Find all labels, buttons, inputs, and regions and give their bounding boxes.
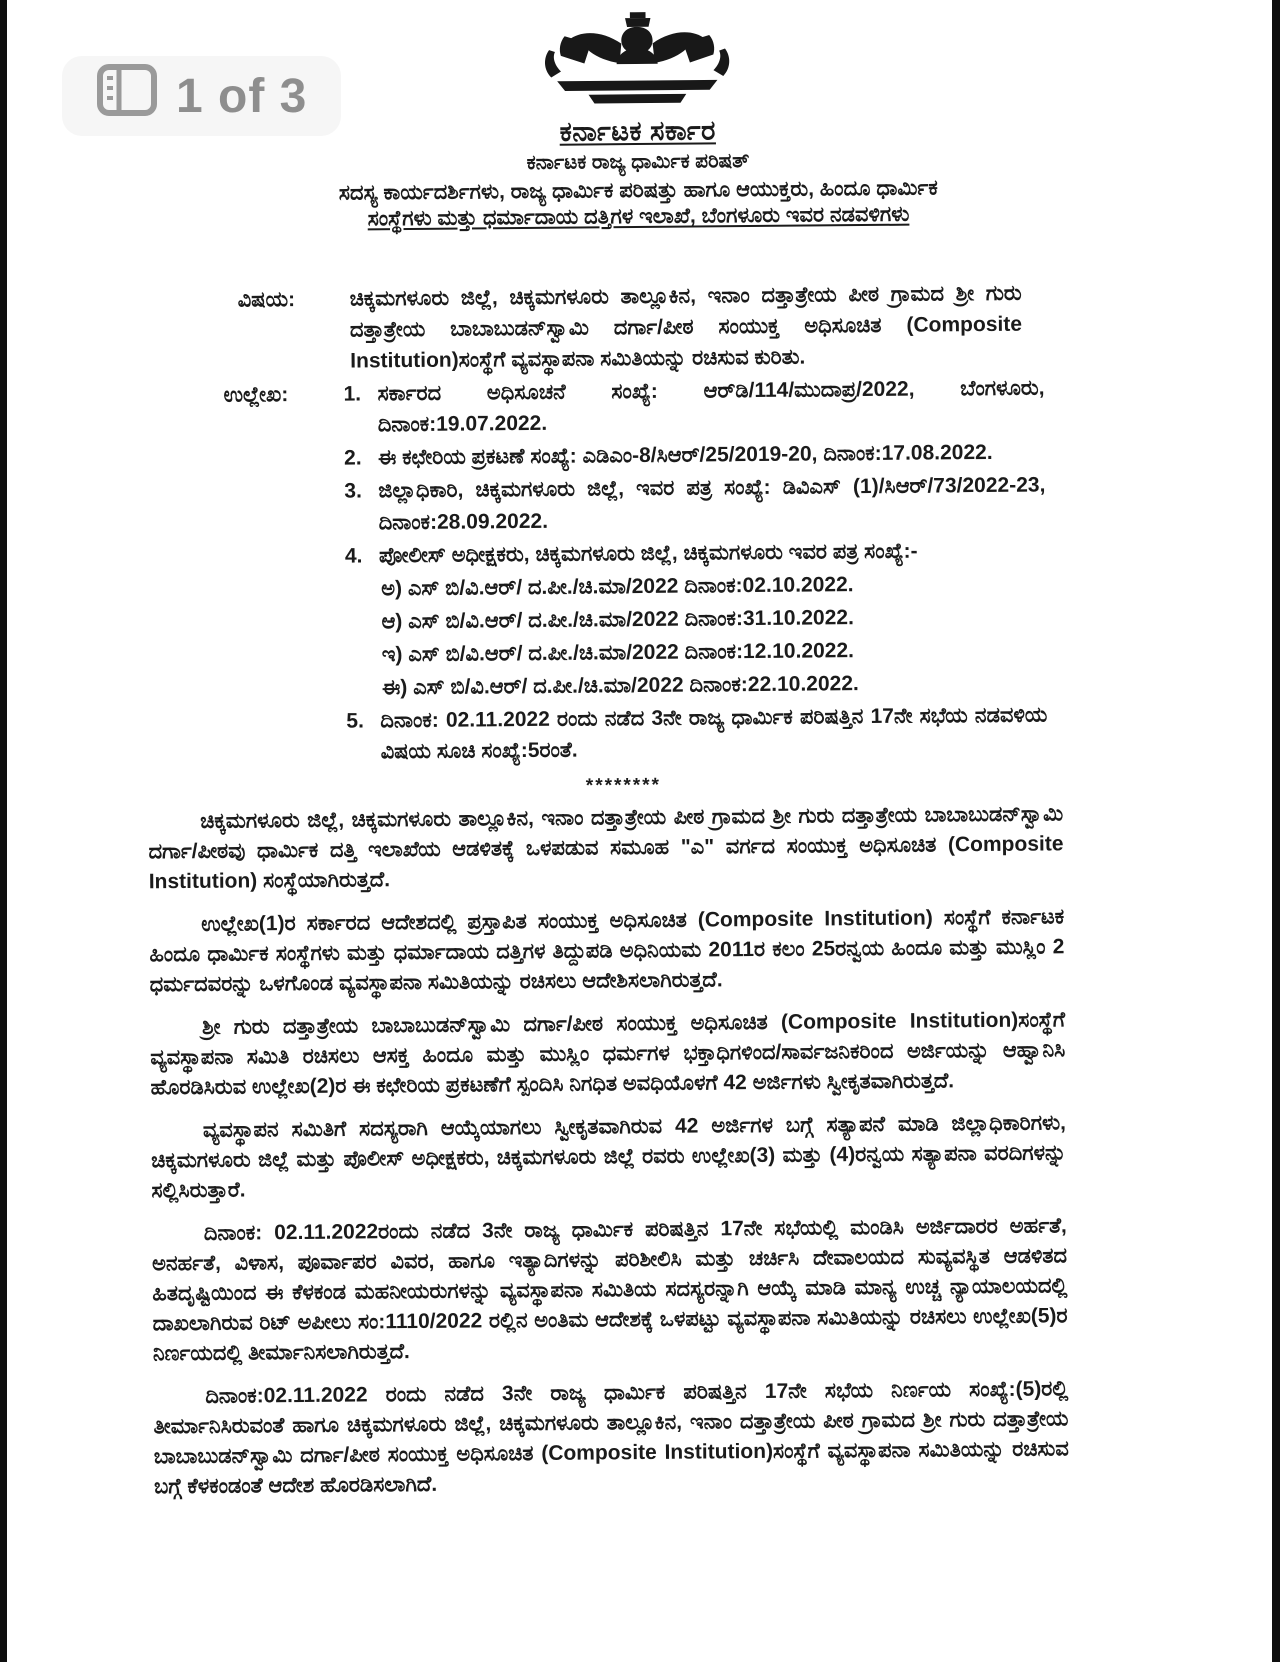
issuing-authority-line1: ಸದಸ್ಯ ಕಾರ್ಯದರ್ಶಿಗಳು, ರಾಜ್ಯ ಧಾರ್ಮಿಕ ಪರಿಷತ್ತು ಹಾಗೂ ಆಯುಕ್ತರು, ಹಿಂದೂ ಧಾರ್ಮಿಕ [338, 176, 938, 205]
body-paragraph: ಉಲ್ಲೇಖ(1)ರ ಸರ್ಕಾರದ ಆದೇಶದಲ್ಲಿ ಪ್ರಸ್ತಾಪಿತ ಸಂಯುಕ್ತ ಅಧಿಸೂಚಿತ (Composite Institution) ಸಂಸ್ಥೆಗೆ ಕರ್ನಾಟಕ ಹಿಂದೂ ಧಾರ್ಮಿಕ ಸಂಸ್ಥೆಗಳು ಮತ್ತು ಧರ್ಮಾದಾಯ ದತ್ತಿಗಳ ತಿದ್ದುಪಡಿ ಅಧಿನಿಯಮ 2011ರ ಕಲಂ 25ರನ್ವಯ ಹಿಂದೂ ಮತ್ತು ಮುಸ್ಲಿಂ 2 ಧರ್ಮದವರನ್ನು ಒಳಗೊಂಡ ವ್ಯವಸ್ಥಾಪನಾ ಸಮಿತಿಯನ್ನು ರಚಿಸಲು ಆದೇಶಿಸಲಾಗಿರುತ್ತದೆ. [149, 905, 1065, 997]
body-paragraph: ದಿನಾಂಕ:02.11.2022 ರಂದು ನಡೆದ 3ನೇ ರಾಜ್ಯ ಧಾರ್ಮಿಕ ಪರಿಷತ್ತಿನ 17ನೇ ಸಭೆಯ ನಿರ್ಣಯ ಸಂಖ್ಯೆ:(5)ರಲ್ಲಿ ತೀರ್ಮಾನಿಸಿರುವಂತೆ ಹಾಗೂ ಚಿಕ್ಕಮಗಳೂರು ಜಿಲ್ಲೆ, ಚಿಕ್ಕಮಗಳೂರು ತಾಲ್ಲೂಕಿನ, ಇನಾಂ ದತ್ತಾತ್ರೇಯ ಪೀಠ ಗ್ರಾಮದ ಶ್ರೀ ಗುರು ದತ್ತಾತ್ರೇಯ ಬಾಬಾಬುಡನ್‌ಸ್ವಾಮಿ ದರ್ಗಾ/ಪೀಠ ಸಂಯುಕ್ತ ಅಧಿಸೂಚಿತ (Composite Institution)ಸಂಸ್ಥೆಗೆ ವ್ಯವಸ್ಥಾಪನಾ ಸಮಿತಿಯನ್ನು ರಚಿಸುವ ಬಗ್ಗೆ ಕೆಳಕಂಡಂತೆ ಆದೇಶ ಹೊರಡಿಸಲಾಗಿದೆ. [153, 1377, 1069, 1499]
reference-item [344, 470, 1046, 538]
reference-sub-item: ಈ) ಎಸ್ ಬಿ/ವಿ.ಆರ್/ ದ.ಪೀ./ಚಿ.ಮಾ/2022 ದಿನಾಂಕ:22.10.2022. [381, 672, 859, 700]
subject-label: ವಿಷಯ: [237, 288, 296, 312]
thumbnails-panel-icon [96, 63, 158, 129]
page-indicator-pill[interactable] [62, 56, 341, 136]
issuing-authority-line2: ಸಂಸ್ಥೆಗಳು ಮತ್ತು ಧರ್ಮಾದಾಯ ದತ್ತಿಗಳ ಇಲಾಖೆ, ಬೆಂಗಳೂರು ಇವರ ನಡವಳಿಗಳು [367, 202, 910, 231]
reference-item [343, 373, 1045, 441]
body-paragraph: ಶ್ರೀ ಗುರು ದತ್ತಾತ್ರೇಯ ಬಾಬಾಬುಡನ್‌ಸ್ವಾಮಿ ದರ್ಗಾ/ಪೀಠ ಸಂಯುಕ್ತ ಅಧಿಸೂಚಿತ (Composite Institution)ಸಂಸ್ಥೆಗೆ ವ್ಯವಸ್ಥಾಪನಾ ಸಮಿತಿ ರಚಿಸಲು ಆಸಕ್ತ ಹಿಂದೂ ಮತ್ತು ಮುಸ್ಲಿಂ ಧರ್ಮಗಳ ಭಕ್ತಾಧಿಗಳಿಂದ/ಸಾರ್ವಜನಿಕರಿಂದ ಅರ್ಜಿಯನ್ನು ಆಹ್ವಾನಿಸಿ ಹೊರಡಿಸಿರುವ ಉಲ್ಲೇಖ(2)ರ ಈ ಕಛೇರಿಯ ಪ್ರಕಟಣೆಗೆ ಸ್ಪಂದಿಸಿ ನಿಗಧಿತ ಅವಧಿಯೊಳಗೆ 42 ಅರ್ಜಿಗಳು ಸ್ವೀಕೃತವಾಗಿರುತ್ತದೆ. [150, 1008, 1066, 1100]
reference-text: ಪೋಲೀಸ್ ಅಧೀಕ್ಷಕರು, ಚಿಕ್ಕಮಗಳೂರು ಜಿಲ್ಲೆ, ಚಿಕ್ಕಮಗಳೂರು ಇವರ ಪತ್ರ ಸಂಖ್ಯೆ:- [378, 539, 918, 567]
section-separator: ******** [585, 775, 662, 797]
reference-item [346, 699, 1048, 767]
scan-edge-left [0, 0, 7, 1662]
scan-edge-right [1272, 0, 1280, 1662]
reference-number: 5. [346, 709, 364, 733]
reference-number: 1. [343, 382, 362, 406]
reference-sub-list [381, 567, 1047, 703]
reference-number: 4. [344, 544, 363, 568]
karnataka-state-emblem-icon [529, 9, 745, 117]
reference-sub-item: ಆ) ಎಸ್ ಬಿ/ವಿ.ಆರ್/ ದ.ಪೀ./ಚಿ.ಮಾ/2022 ದಿನಾಂಕ:31.10.2022. [381, 605, 854, 634]
reference-sub-item: ಅ) ಎಸ್ ಬಿ/ವಿ.ಆರ್/ ದ.ಪೀ./ಚಿ.ಮಾ/2022 ದಿನಾಂಕ:02.10.2022. [381, 572, 854, 600]
reference-text: ದಿನಾಂಕ: 02.11.2022 ರಂದು ನಡೆದ 3ನೇ ರಾಜ್ಯ ಧಾರ್ಮಿಕ ಪರಿಷತ್ತಿನ 17ನೇ ಸಭೆಯ ನಡವಳಿಯ ವಿಷಯ ಸೂಚಿ ಸಂಖ್ಯೆ:5ರಂತೆ. [380, 703, 1048, 764]
government-title: ಕರ್ನಾಟಕ ಸರ್ಕಾರ [559, 115, 716, 147]
body-paragraph: ಚಿಕ್ಕಮಗಳೂರು ಜಿಲ್ಲೆ, ಚಿಕ್ಕಮಗಳೂರು ತಾಲ್ಲೂಕಿನ, ಇನಾಂ ದತ್ತಾತ್ರೇಯ ಪೀಠ ಗ್ರಾಮದ ಶ್ರೀ ಗುರು ದತ್ತಾತ್ರೇಯ ಬಾಬಾಬುಡನ್‌ಸ್ವಾಮಿ ದರ್ಗಾ/ಪೀಠವು ಧಾರ್ಮಿಕ ದತ್ತಿ ಇಲಾಖೆಯ ಆಡಳಿತಕ್ಕೆ ಒಳಪಡುವ ಸಮೂಹ "ಎ" ವರ್ಗದ ಸಂಯುಕ್ತ ಅಧಿಸೂಚಿತ (Composite Institution) ಸಂಸ್ಥೆಯಾಗಿರುತ್ತದೆ. [148, 802, 1064, 894]
references-block [223, 373, 1047, 771]
reference-sub-item: ಇ) ಎಸ್ ಬಿ/ವಿ.ಆರ್/ ದ.ಪೀ./ಚಿ.ಮಾ/2022 ದಿನಾಂಕ:12.10.2022. [381, 639, 855, 667]
order-body [148, 799, 1069, 1502]
body-paragraph: ದಿನಾಂಕ: 02.11.2022ರಂದು ನಡೆದ 3ನೇ ರಾಜ್ಯ ಧಾರ್ಮಿಕ ಪರಿಷತ್ತಿನ 17ನೇ ಸಭೆಯಲ್ಲಿ ಮಂಡಿಸಿ ಅರ್ಜಿದಾರರ ಅರ್ಹತೆ, ಅನರ್ಹತೆ, ವಿಳಾಸ, ಪೂರ್ವಾಪರ ವಿವರ, ಹಾಗೂ ಇತ್ಯಾದಿಗಳನ್ನು ಪರಿಶೀಲಿಸಿ ಮತ್ತು ಚರ್ಚಿಸಿ ದೇವಾಲಯದ ಸುವ್ಯವಸ್ಥಿತ ಆಡಳಿತದ ಹಿತದೃಷ್ಟಿಯಿಂದ ಈ ಕೆಳಕಂಡ ಮಹನೀಯರುಗಳನ್ನು ವ್ಯವಸ್ಥಾಪನಾ ಸಮಿತಿಯ ಸದಸ್ಯರನ್ನಾಗಿ ಆಯ್ಕೆ ಮಾಡಿ ಮಾನ್ಯ ಉಚ್ಚ ನ್ಯಾಯಾಲಯದಲ್ಲಿ ದಾಖಲಾಗಿರುವ ರಿಟ್ ಅಪೀಲು ಸಂ:1110/2022 ರಲ್ಲಿನ ಅಂತಿಮ ಆದೇಶಕ್ಕೆ ಒಳಪಟ್ಟು ವ್ಯವಸ್ಥಾಪನಾ ಸಮಿತಿಯನ್ನು ರಚಿಸಲು ಉಲ್ಲೇಖ(5)ರ ನಿರ್ಣಯದಲ್ಲಿ ತೀರ್ಮಾನಿಸಲಾಗಿರುತ್ತದೆ. [152, 1214, 1068, 1366]
body-paragraph: ವ್ಯವಸ್ಥಾಪನ ಸಮಿತಿಗೆ ಸದಸ್ಯರಾಗಿ ಆಯ್ಕೆಯಾಗಲು ಸ್ವೀಕೃತವಾಗಿರುವ 42 ಅರ್ಜಿಗಳ ಬಗ್ಗೆ ಸತ್ಯಾಪನೆ ಮಾಡಿ ಜಿಲ್ಲಾಧಿಕಾರಿಗಳು, ಚಿಕ್ಕಮಗಳೂರು ಜಿಲ್ಲೆ ಮತ್ತು ಪೊಲೀಸ್ ಅಧೀಕ್ಷಕರು, ಚಿಕ್ಕಮಗಳೂರು ಜಿಲ್ಲೆ ರವರು ಉಲ್ಲೇಖ(3) ಮತ್ತು (4)ರನ್ವಯ ಸತ್ಯಾಪನಾ ವರದಿಗಳನ್ನು ಸಲ್ಲಿಸಿರುತ್ತಾರೆ. [151, 1111, 1067, 1203]
subject-text: ಚಿಕ್ಕಮಗಳೂರು ಜಿಲ್ಲೆ, ಚಿಕ್ಕಮಗಳೂರು ತಾಲ್ಲೂಕಿನ, ಇನಾಂ ದತ್ತಾತ್ರೇಯ ಪೀಠ ಗ್ರಾಮದ ಶ್ರೀ ಗುರು ದತ್ತಾತ್ರೇಯ ಬಾಬಾಬುಡನ್‌ಸ್ವಾಮಿ ದರ್ಗಾ/ಪೀಠ ಸಂಯುಕ್ತ ಅಧಿಸೂಚಿತ (Composite Institution)ಸಂಸ್ಥೆಗೆ ವ್ಯವಸ್ಥಾಪನಾ ಸಮಿತಿಯನ್ನು ರಚಿಸುವ ಕುರಿತು. [349, 281, 1023, 373]
reference-item [344, 437, 1045, 474]
reference-item [345, 534, 1046, 571]
reference-number: 3. [344, 479, 362, 504]
page-indicator-text: 1 of 3 [176, 69, 308, 123]
reference-number: 2. [343, 446, 362, 470]
references-label: ಉಲ್ಲೇಖ: [223, 383, 289, 407]
references-list [343, 373, 1047, 770]
reference-text: ಈ ಕಛೇರಿಯ ಪ್ರಕಟಣೆ ಸಂಖ್ಯೆ: ಎಡಿಎಂ-8/ಸಿಆರ್/25/2019-20, ದಿನಾಂಕ:17.08.2022. [377, 441, 993, 470]
reference-text: ಜಿಲ್ಲಾಧಿಕಾರಿ, ಚಿಕ್ಕಮಗಳೂರು ಜಿಲ್ಲೆ, ಇವರ ಪತ್ರ ಸಂಖ್ಯೆ: ಡಿವಿಎಸ್ (1)/ಸಿಆರ್/73/2022-23, ದಿನಾಂಕ:28.09.2022. [378, 473, 1046, 534]
parishat-subtitle: ಕರ್ನಾಟಕ ರಾಜ್ಯ ಧಾರ್ಮಿಕ ಪರಿಷತ್ [526, 150, 750, 174]
subject-block [238, 278, 1023, 378]
scanned-document [4, 0, 1280, 1662]
reference-text: ಸರ್ಕಾರದ ಅಧಿಸೂಚನೆ ಸಂಖ್ಯೆ: ಆರ್‌ಡಿ/114/ಮುದಾಪ್ರ/2022, ಬೆಂಗಳೂರು, ದಿನಾಂಕ:19.07.2022. [377, 376, 1045, 437]
